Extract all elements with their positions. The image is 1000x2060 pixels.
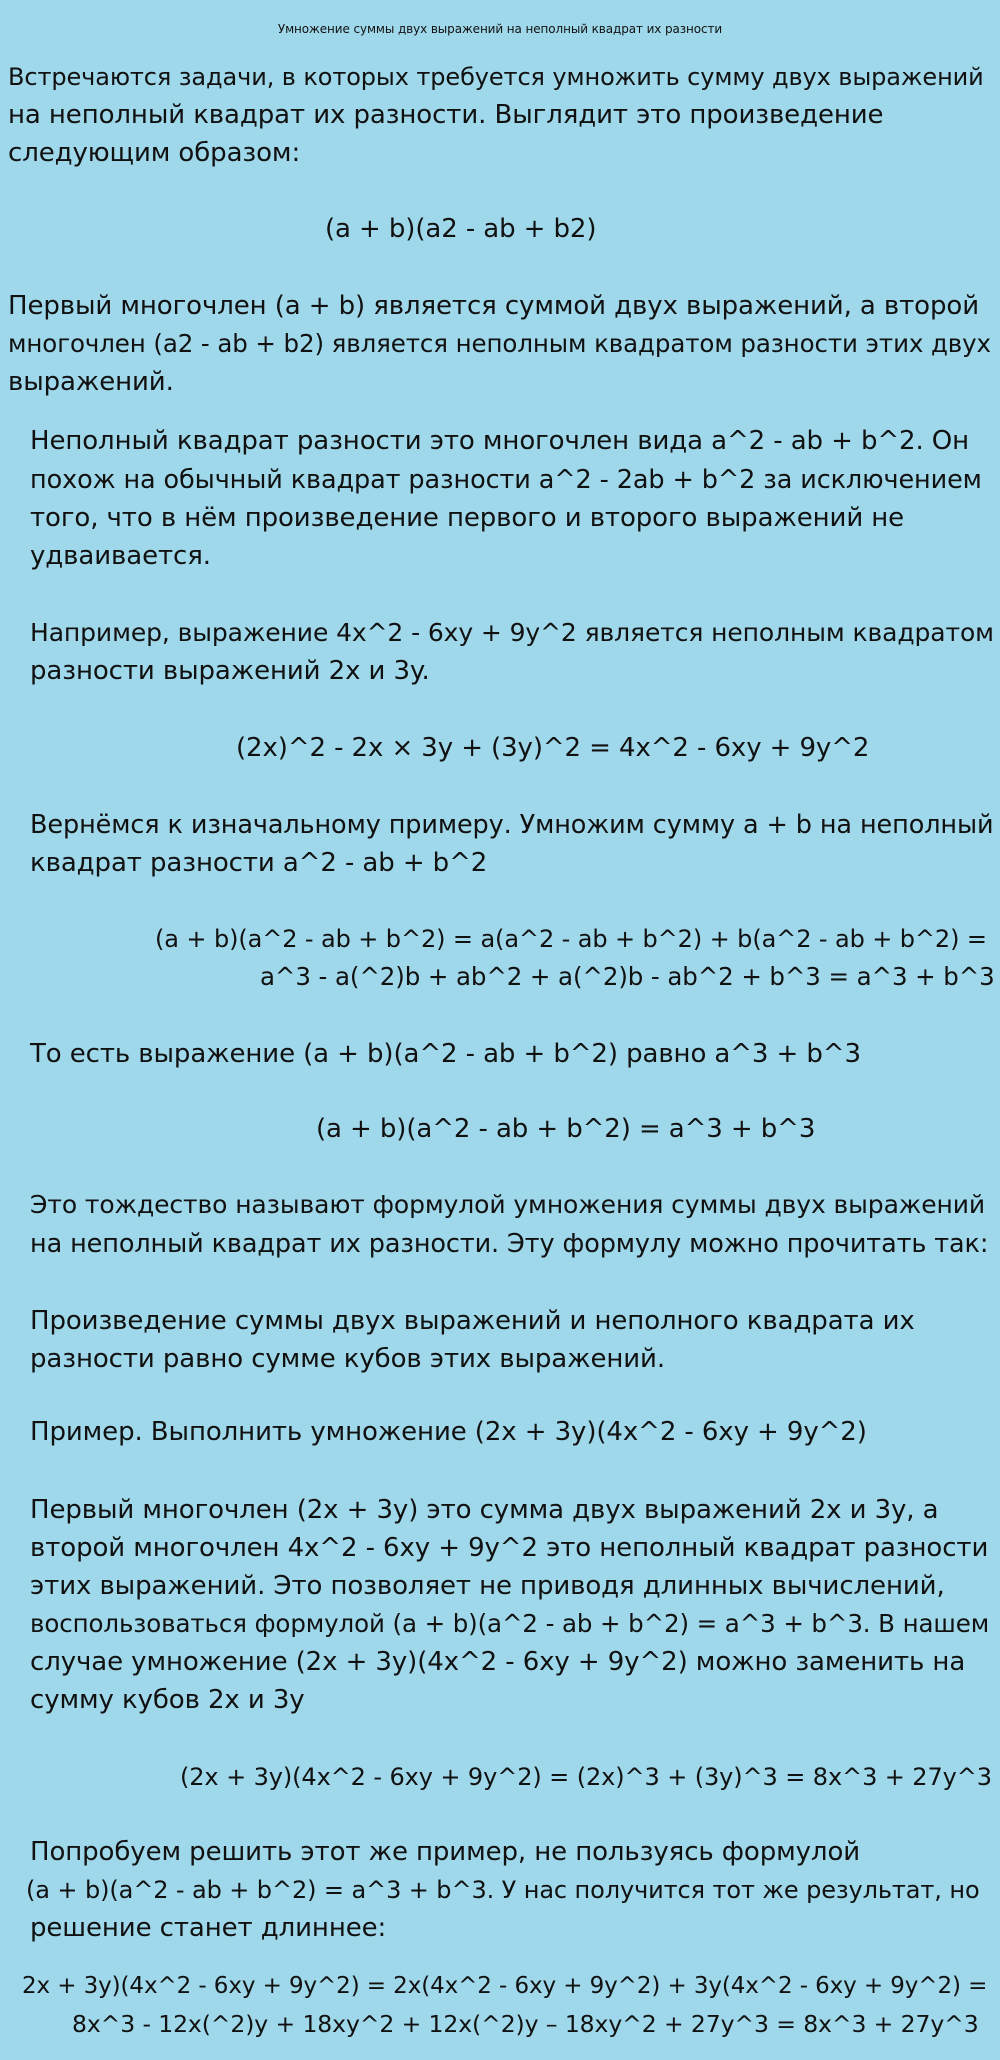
try-line: Попробуем решить этот же пример, не пользуясь формулой (30, 1837, 861, 1867)
rule-line: разности равно сумме кубов этих выражений. (30, 1344, 666, 1374)
explain-2-line: второй многочлен 4x^2 - 6xy + 9y^2 это неполный квадрат разности (30, 1533, 989, 1563)
try-line: (a + b)(a^2 - ab + b^2) = a^3 + b^3. У нас получится тот же результат, но (26, 1876, 980, 1904)
definition-line: удваивается. (30, 541, 211, 571)
try-line: решение станет длиннее: (30, 1913, 387, 1943)
explain-2-line: Первый многочлен (2x + 3y) это сумма двух выражений 2x и 3y, а (30, 1495, 939, 1525)
explain-line: выражений. (8, 367, 174, 397)
rule-line: Произведение суммы двух выражений и неполного квадрата их (30, 1306, 915, 1336)
formula-5: (2x + 3y)(4x^2 - 6xy + 9y^2) = (2x)^3 + (3y)^3 = 8x^3 + 27y^3 (180, 1763, 992, 1791)
explain-2-line: воспользоваться формулой (a + b)(a^2 - ab + b^2) = a^3 + b^3. В нашем (30, 1609, 990, 1638)
formula-3-line: a^3 - a(^2)b + ab^2 + a(^2)b - ab^2 + b^3 = a^3 + b^3 (260, 962, 995, 991)
return-line: квадрат разности a^2 - ab + b^2 (30, 848, 488, 878)
explain-2-line: сумму кубов 2x и 3y (30, 1685, 305, 1715)
intro-line: Встречаются задачи, в которых требуется умножить сумму двух выражений (8, 63, 984, 91)
definition-line: Неполный квадрат разности это многочлен вида a^2 - ab + b^2. Он (30, 426, 970, 456)
formula-6-line: 8x^3 - 12x(^2)y + 18xy^2 + 12x(^2)y – 18xy^2 + 27y^3 = 8x^3 + 27y^3 (72, 2010, 979, 2038)
example-line: разности выражений 2x и 3y. (30, 656, 430, 686)
return-line: Вернёмся к изначальному примеру. Умножим сумму a + b на неполный (30, 810, 994, 840)
formula-1: (a + b)(a2 - ab + b2) (325, 214, 597, 244)
definition-line: того, что в нём произведение первого и второго выражений не (30, 503, 905, 533)
page-title: Умножение суммы двух выражений на неполный квадрат их разности (277, 22, 723, 36)
explain-line: многочлен (a2 - ab + b2) является неполным квадратом разности этих двух (8, 329, 991, 358)
definition-line: похож на обычный квадрат разности a^2 - 2ab + b^2 за исключением (30, 465, 982, 495)
formula-2: (2x)^2 - 2x × 3y + (3y)^2 = 4x^2 - 6xy + 9y^2 (236, 733, 870, 763)
that-is-line: То есть выражение (a + b)(a^2 - ab + b^2) равно a^3 + b^3 (30, 1039, 861, 1069)
example-2: Пример. Выполнить умножение (2x + 3y)(4x^2 - 6xy + 9y^2) (30, 1417, 867, 1447)
explain-2-line: случае умножение (2x + 3y)(4x^2 - 6xy + 9y^2) можно заменить на (30, 1647, 966, 1677)
explain-2-line: этих выражений. Это позволяет не приводя длинных вычислений, (30, 1571, 945, 1601)
formula-3-line: (a + b)(a^2 - ab + b^2) = a(a^2 - ab + b^2) + b(a^2 - ab + b^2) = (155, 925, 987, 953)
formula-4: (a + b)(a^2 - ab + b^2) = a^3 + b^3 (316, 1114, 816, 1144)
intro-line: следующим образом: (8, 138, 301, 168)
example-line: Например, выражение 4x^2 - 6xy + 9y^2 является неполным квадратом (30, 618, 994, 647)
identity-line: на неполный квадрат их разности. Эту формулу можно прочитать так: (30, 1229, 989, 1259)
explain-line: Первый многочлен (a + b) является суммой двух выражений, а второй (8, 291, 979, 321)
identity-line: Это тождество называют формулой умножения суммы двух выражений (30, 1190, 986, 1219)
formula-6-line: 2x + 3y)(4x^2 - 6xy + 9y^2) = 2x(4x^2 - 6xy + 9y^2) + 3y(4x^2 - 6xy + 9y^2) = (22, 1973, 988, 1999)
intro-line: на неполный квадрат их разности. Выглядит это произведение (8, 100, 884, 130)
